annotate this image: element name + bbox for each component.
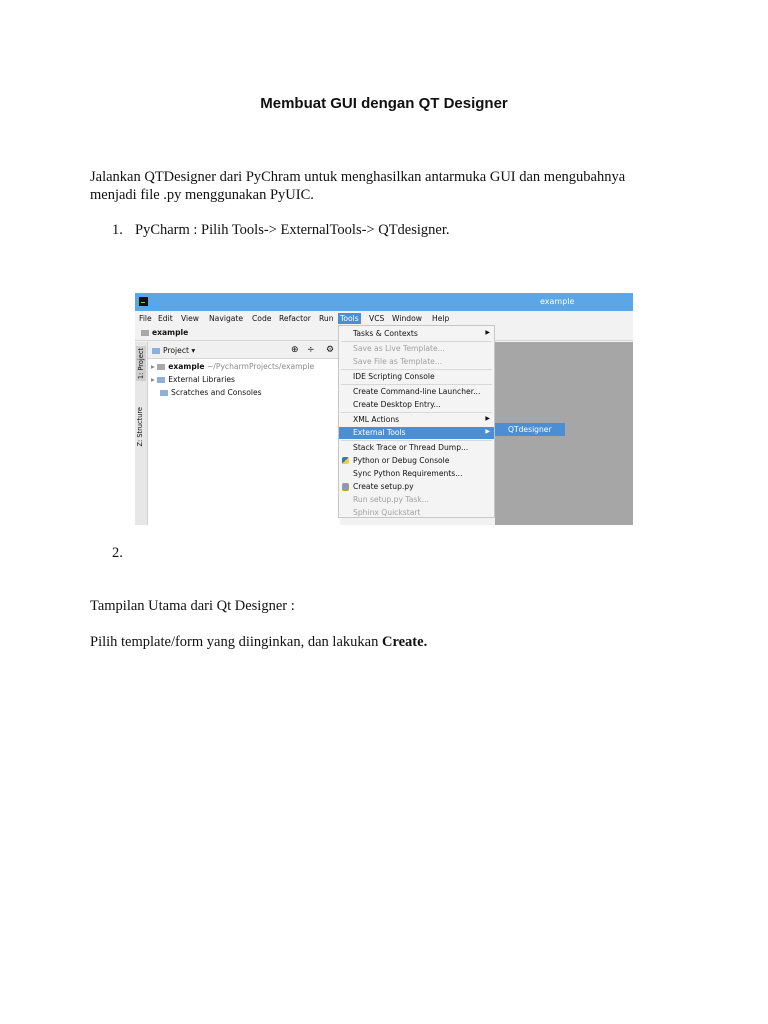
project-header-label: Project ▾ (163, 346, 196, 355)
project-view-selector[interactable] (152, 346, 195, 355)
python-icon (342, 457, 349, 464)
menu-item-save-file-template[interactable] (339, 356, 494, 368)
setup-icon (342, 483, 349, 491)
step-1-text: PyCharm : Pilih Tools-> ExternalTools-> QTdesigner. (135, 222, 450, 238)
menu-item-label: Sync Python Requirements... (353, 469, 463, 478)
intro-paragraph (90, 168, 690, 204)
tree-row-example[interactable] (151, 362, 314, 371)
document-title: Membuat GUI dengan QT Designer (260, 95, 508, 112)
menu-item-label: Create Desktop Entry... (353, 400, 441, 409)
nav-breadcrumb-label: example (152, 328, 189, 337)
menu-separator (341, 384, 492, 385)
expand-arrow-icon: ▸ (151, 362, 158, 371)
tab-project[interactable]: 1: Project (137, 348, 145, 380)
menu-item-label: Create setup.py (353, 482, 414, 491)
menu-edit[interactable]: Edit (158, 314, 173, 323)
expand-arrow-icon: ▸ (151, 375, 158, 384)
create-emphasis: Create. (381, 634, 428, 650)
menu-item-label: Run setup.py Task... (353, 495, 429, 504)
menu-item-label: Tasks & Contexts (353, 329, 418, 338)
window-titlebar (135, 293, 633, 311)
menu-code[interactable]: Code (252, 314, 272, 323)
menu-item-label: Save File as Template... (353, 357, 443, 366)
collapse-icon[interactable]: ÷ (307, 345, 315, 355)
tree-root-label: example (168, 362, 205, 371)
menu-item-desktop-entry[interactable] (339, 399, 494, 411)
menu-item-label: Python or Debug Console (353, 456, 450, 465)
menu-tools[interactable]: Tools (340, 314, 359, 323)
folder-icon (141, 330, 149, 336)
menu-item-label: Sphinx Quickstart (353, 508, 421, 517)
menu-item-ide-scripting-console[interactable] (339, 371, 494, 383)
step-2-number: 2. (112, 545, 123, 561)
menu-item-stack-trace[interactable] (339, 442, 494, 454)
library-icon (157, 377, 165, 383)
menu-navigate[interactable]: Navigate (209, 314, 244, 323)
menu-item-label: Stack Trace or Thread Dump... (353, 443, 469, 452)
folder-icon (157, 364, 165, 370)
project-icon (152, 348, 160, 354)
step-1-number: 1. (112, 222, 123, 238)
intro-line-1: Jalankan QTDesigner dari PyChram untuk menghasilkan antarmuka GUI dan mengubahnya (90, 169, 626, 185)
submenu-arrow-icon: ▶ (485, 329, 490, 336)
menu-item-create-setup[interactable] (339, 481, 494, 493)
submenu-arrow-icon: ▶ (485, 428, 490, 435)
menu-run[interactable]: Run (319, 314, 334, 323)
tools-dropdown-menu (338, 325, 495, 518)
menu-bar (135, 312, 633, 325)
tree-scratches-label: Scratches and Consoles (171, 388, 262, 397)
target-icon[interactable]: ⊕ (291, 345, 299, 355)
tree-external-label: External Libraries (168, 375, 235, 384)
tree-root-path: ~/PycharmProjects/example (206, 362, 315, 371)
menu-vcs[interactable]: VCS (369, 314, 385, 323)
menu-separator (341, 412, 492, 413)
pycharm-screenshot (135, 293, 633, 525)
submenu-item-label: QTdesigner (508, 425, 552, 434)
menu-item-xml-actions[interactable] (339, 414, 494, 426)
menu-item-run-setup-task[interactable] (339, 494, 494, 506)
nav-breadcrumb[interactable] (141, 328, 188, 337)
menu-item-label: IDE Scripting Console (353, 372, 435, 381)
choose-template-paragraph (90, 633, 690, 651)
menu-separator (341, 341, 492, 342)
submenu-item-qtdesigner[interactable] (495, 423, 565, 436)
window-title: example (540, 297, 575, 306)
menu-item-sphinx-quickstart[interactable] (339, 507, 494, 517)
choose-template-text: Pilih template/form yang diinginkan, dan lakukan (90, 634, 382, 650)
tree-row-external-libraries[interactable] (151, 375, 235, 384)
menu-item-python-console[interactable] (339, 455, 494, 467)
side-tool-strip (135, 342, 148, 525)
scratches-icon (160, 390, 168, 396)
gear-icon[interactable]: ⚙ (326, 345, 335, 355)
menu-window[interactable]: Window (392, 314, 422, 323)
menu-item-command-line-launcher[interactable] (339, 386, 494, 398)
menu-item-label: Save as Live Template... (353, 344, 445, 353)
menu-item-label: XML Actions (353, 415, 400, 424)
menu-item-sync-requirements[interactable] (339, 468, 494, 480)
menu-view[interactable]: View (181, 314, 200, 323)
tab-structure[interactable]: Z: Structure (136, 407, 144, 447)
menu-refactor[interactable]: Refactor (279, 314, 311, 323)
submenu-arrow-icon: ▶ (485, 415, 490, 422)
main-view-paragraph: Tampilan Utama dari Qt Designer : (90, 598, 295, 614)
menu-item-external-tools[interactable] (339, 427, 494, 439)
menu-item-tasks-contexts[interactable] (339, 328, 494, 340)
pycharm-logo-icon (139, 297, 148, 306)
menu-separator (341, 440, 492, 441)
menu-item-label: External Tools (353, 428, 406, 437)
menu-separator (341, 369, 492, 370)
project-panel (148, 342, 340, 525)
menu-file[interactable]: File (139, 314, 152, 323)
project-panel-header (148, 342, 340, 359)
intro-line-2: menjadi file .py menggunakan PyUIC. (90, 187, 314, 203)
menu-item-save-live-template[interactable] (339, 343, 494, 355)
menu-item-label: Create Command-line Launcher... (353, 387, 481, 396)
tree-row-scratches[interactable] (160, 388, 262, 397)
menu-help[interactable]: Help (432, 314, 450, 323)
